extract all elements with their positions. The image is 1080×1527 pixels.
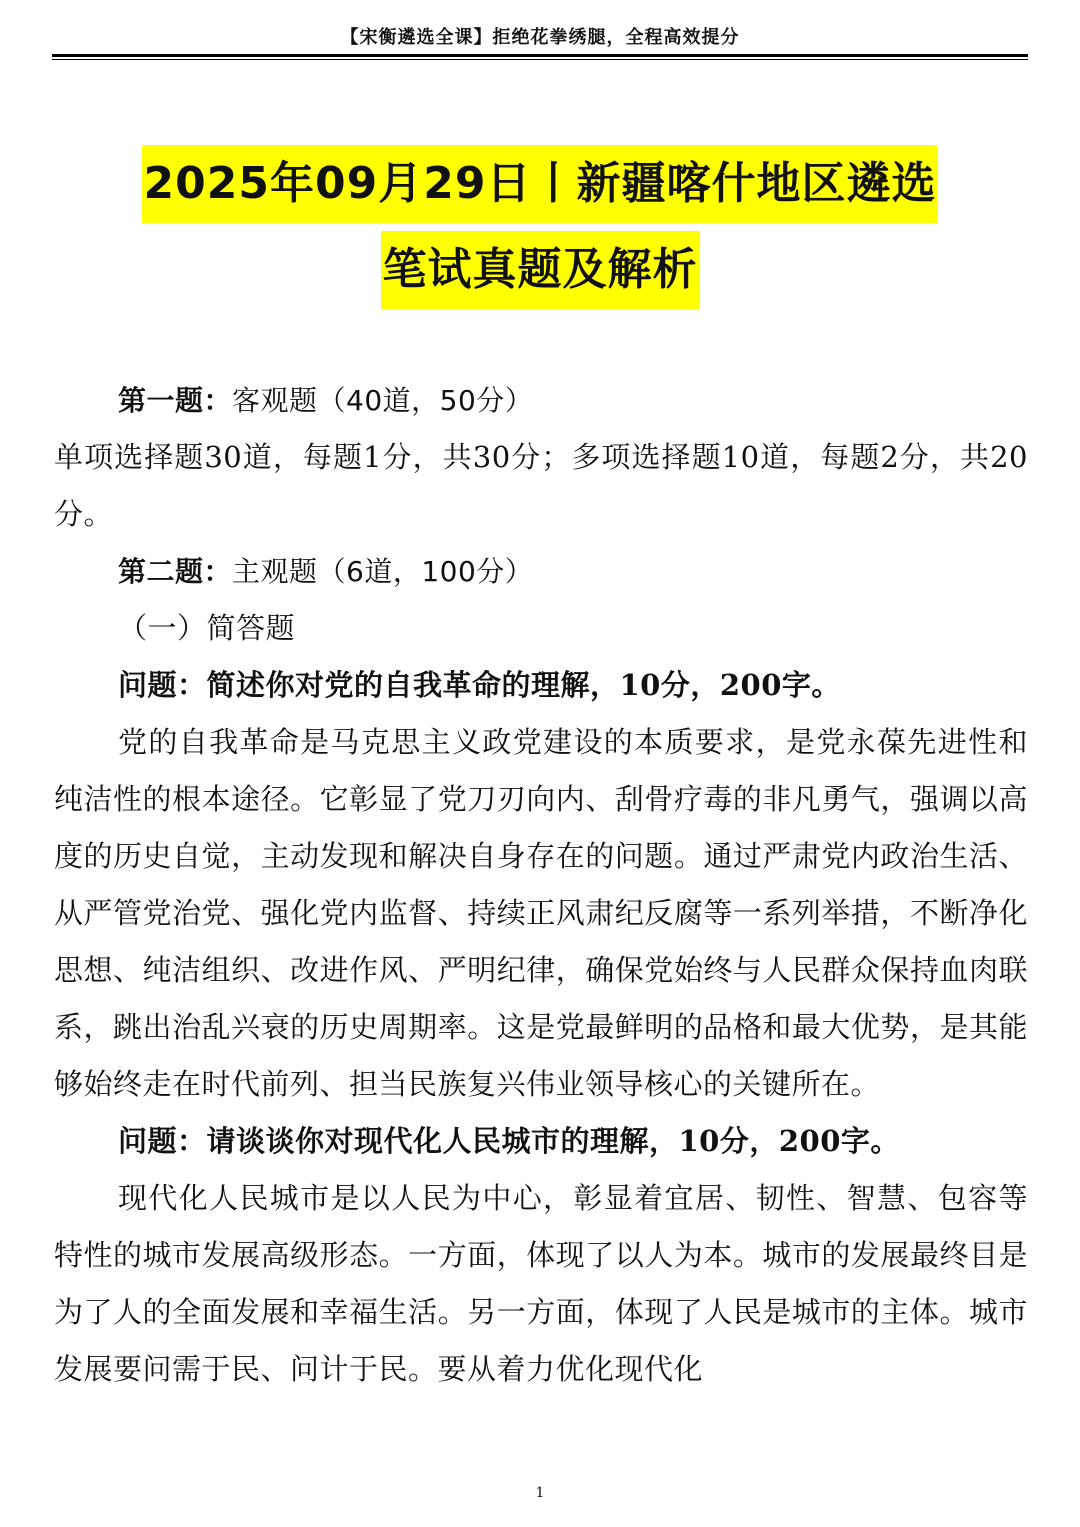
section-lead: 第一题：	[118, 384, 233, 417]
section-heading-part1	[54, 372, 1028, 429]
section-title: 主观题（6道，100分）	[232, 555, 534, 588]
section-lead: 第二题：	[118, 555, 233, 588]
title-line-1: 2025年09月29日丨新疆喀什地区遴选	[142, 145, 939, 223]
question-2: 问题：请谈谈你对现代化人民城市的理解，10分，200字。	[118, 1124, 900, 1158]
document-body	[54, 372, 1028, 1398]
header-banner-text: 【宋衡遴选全课】拒绝花拳绣腿，全程高效提分	[340, 27, 740, 48]
document-title	[0, 145, 1080, 309]
title-line-2: 笔试真题及解析	[381, 231, 700, 309]
header-divider-thin	[52, 59, 1028, 60]
answer-1: 党的自我革命是马克思主义政党建设的本质要求，是党永葆先进性和纯洁性的根本途径。它彰显了党刀刃向内、刮骨疗毒的非凡勇气，强调以高度的历史自觉，主动发现和解决自身存在的问题。通过严肃党内政治生活、从严管党治党、强化党内监督、持续正风肃纪反腐等一系列举措，不断净化思想、纯洁组织、改进作风、严明纪律，确保党始终与人民群众保持血肉联系，跳出治乱兴衰的历史周期率。这是党最鲜明的品格和最大优势，是其能够始终走在时代前列、担当民族复兴伟业领导核心的关键所在。	[54, 725, 1028, 1101]
question-1: 问题：简述你对党的自我革命的理解，10分，200字。	[118, 668, 841, 702]
part1-description: 单项选择题30道，每题1分，共30分；多项选择题10道，每题2分，共20分。	[54, 440, 1028, 531]
section-heading-part2	[54, 543, 1028, 600]
subsection-heading: （一）简答题	[118, 611, 296, 645]
page-header	[0, 0, 1080, 62]
header-divider-thick	[52, 54, 1028, 57]
page-number: 1	[535, 1485, 545, 1501]
section-title: 客观题（40道，50分）	[232, 384, 534, 417]
answer-2: 现代化人民城市是以人民为中心，彰显着宜居、韧性、智慧、包容等特性的城市发展高级形态。一方面，体现了以人为本。城市的发展最终目是为了人的全面发展和幸福生活。另一方面，体现了人民是城市的主体。城市发展要问需于民、问计于民。要从着力优化现代化	[54, 1181, 1028, 1386]
